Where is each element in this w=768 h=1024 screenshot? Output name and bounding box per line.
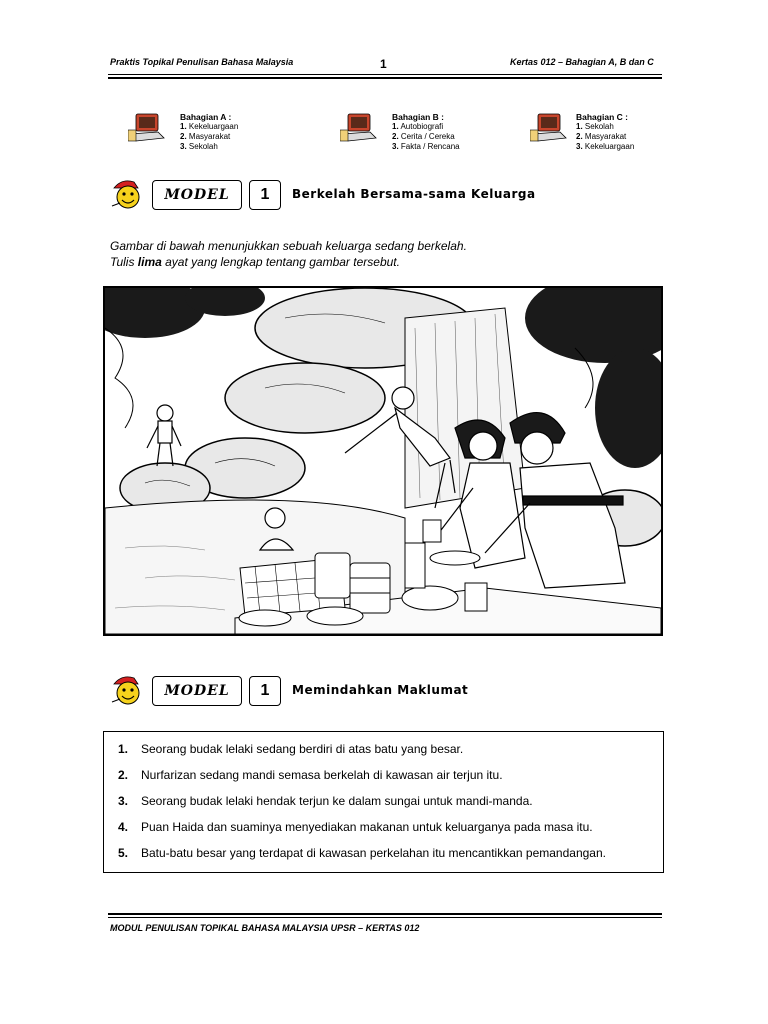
header-rule [108, 74, 662, 75]
section-c-legend [576, 112, 634, 152]
section-c-title: Bahagian C : [576, 112, 628, 122]
section-c-item: 3. Kekeluargaan [576, 142, 635, 151]
header-left-title: Praktis Topikal Penulisan Bahasa Malaysia [110, 57, 294, 67]
page-number: 1 [380, 57, 387, 71]
answer-box [103, 731, 664, 873]
picnic-scene-drawing [105, 288, 661, 634]
list-item: 3. Seorang budak lelaki hendak terjun ke dalam sungai untuk mandi-manda. [118, 794, 533, 808]
section-b-item: 3. Fakta / Rencana [392, 142, 460, 151]
header-rule-thick [108, 77, 662, 79]
computer-icon [128, 112, 166, 144]
footer-rule [108, 917, 662, 918]
instructions [110, 238, 467, 270]
list-item: 2. Nurfarizan sedang mandi semasa berkelah di kawasan air terjun itu. [118, 768, 503, 782]
list-item: 4. Puan Haida dan suaminya menyediakan makanan untuk keluarganya pada masa itu. [118, 820, 593, 834]
section-b-title: Bahagian B : [392, 112, 444, 122]
list-item: 1. Seorang budak lelaki sedang berdiri di atas batu yang besar. [118, 742, 464, 756]
model-number-box: 1 [249, 676, 281, 706]
picnic-illustration [103, 286, 663, 636]
section-b-item: 2. Cerita / Cereka [392, 132, 455, 141]
smiley-mascot-icon [108, 176, 146, 212]
footer-text: MODUL PENULISAN TOPIKAL BAHASA MALAYSIA UPSR – KERTAS 012 [110, 923, 420, 933]
section-a-item: 2. Masyarakat [180, 132, 231, 141]
section-a-legend [180, 112, 238, 152]
computer-icon [340, 112, 378, 144]
smiley-mascot-icon [108, 672, 146, 708]
section-a-item: 1. Kekeluargaan [180, 122, 239, 131]
header-right-title: Kertas 012 – Bahagian A, B dan C [510, 57, 654, 67]
model-title: Memindahkan Maklumat [292, 683, 469, 697]
computer-icon [530, 112, 568, 144]
instruction-line: Gambar di bawah menunjukkan sebuah keluarga sedang berkelah. [110, 239, 467, 253]
model-title: Berkelah Bersama-sama Keluarga [292, 187, 536, 201]
list-item: 5. Batu-batu besar yang terdapat di kawasan perkelahan itu mencantikkan pemandangan. [118, 846, 606, 860]
section-c-item: 1. Sekolah [576, 122, 614, 131]
model-label-box: MODEL [152, 676, 242, 706]
instruction-line: Tulis lima ayat yang lengkap tentang gambar tersebut. [110, 255, 400, 269]
section-a-item: 3. Sekolah [180, 142, 218, 151]
section-a-title: Bahagian A : [180, 112, 232, 122]
model-label-box: MODEL [152, 180, 242, 210]
section-b-legend [392, 112, 460, 152]
model-number-box: 1 [249, 180, 281, 210]
section-c-item: 2. Masyarakat [576, 132, 627, 141]
footer-rule-thick [108, 913, 662, 915]
section-b-item: 1. Autobiografi [392, 122, 444, 131]
